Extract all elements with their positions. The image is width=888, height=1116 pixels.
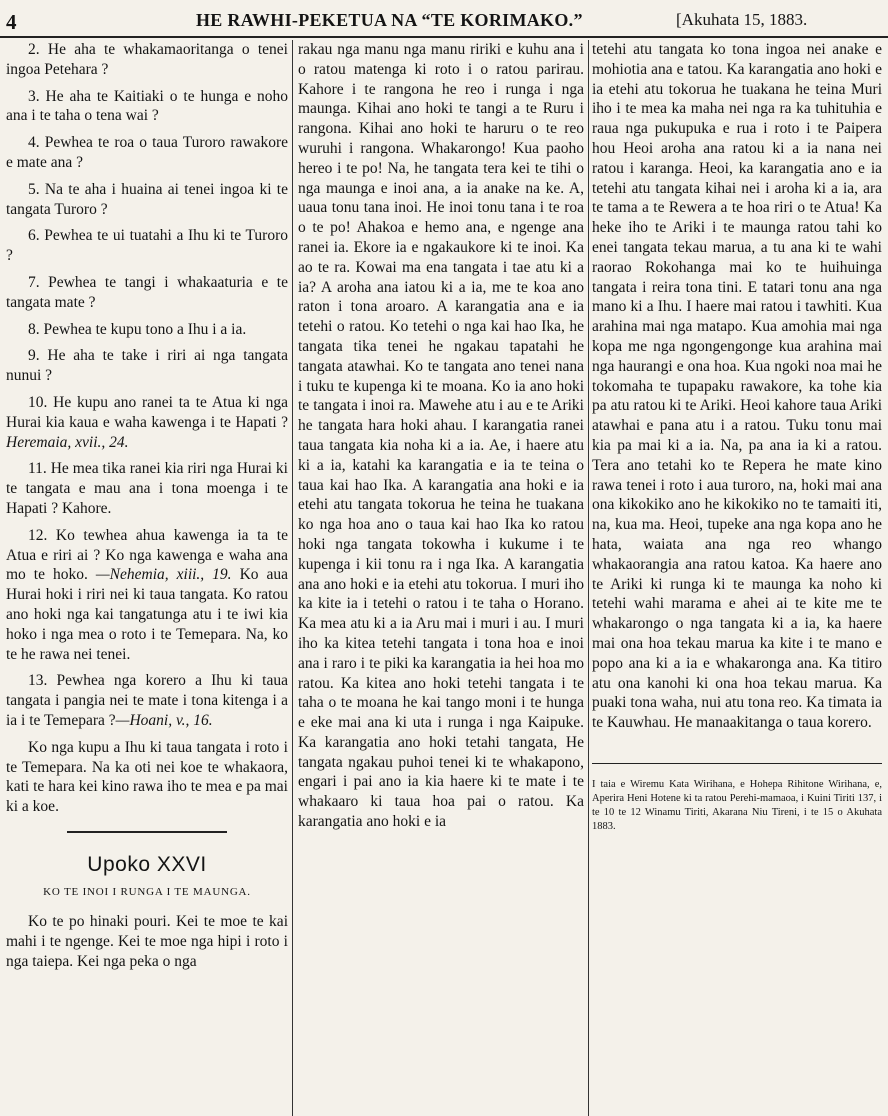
column-3-text: tetehi atu tangata ko tona ingoa nei anake e mohiotia ana e tatou. Ka karangatia ano hoki e ia etehi atu tokorua he tuakana he teina Muri iho i te mea ka maha nei nga ra ka tuhituhia e raua nga pukupuka e rua i roto i te Paipera hou Heoi aroha ana ratou ki a ia nana nei ratou i karanga. Heoi, ka karangatia ano e ia tetehi atu tangata kihai nei i aroha ki a ia, ara te tama a te Rewera a te hoa riri o te Atua! Ka heke iho te Ariki i te maunga ratou tahi ko enei tangata tekau marua, a tu ana ki te wahi raorao Rokohanga mai ko te huihuinga tangata i reira tona tini. E tatari tonu ana nga mano ki a Ihu. I haere mai ratou i tawhiti. Kua arahina mai nga matapo. Kua amohia mai nga kopa me nga ngongengonge kua arahina mai nga haurangi e ona hoa. Kua ngoki noa mai he tokomaha te tupapaku rawakore, ka tohe kia pa atu ratou ki te Ariki. Heoi kahore taua Ariki atawhai e pana atu i a ratou. Tuku tonu mai kia pa mai ki a ia. Na, pa ana ia ki a ratou. Tera ano tetahi ko te Repera he mate kino rawa tenei i roto i aua turoro, na, hoki mai ana ona kikokiko ano he kikokiko no te tamaiti iti, na, kua ma. Heoi, tupeke ana nga kopa ano he hata, waiata ana nga reo whango whakaorangia ana ratou katoa. Ka haere ano te Ariki ki runga ki te maunga ka noho ki tetehi wahi marama e ahei ai te kite me te whakarongo o nga tangata ki a ia, ka haere mai ona hoa tekau marua ka kite i te mano e popo ana ki a ia e whakaronga ana. Ka titiro atu ona kanohi ki ona hoa tekau marua. Ka puaki tona waha, nui atu tona reo. Ka timata ia te Kauwhau. He manaakitanga o taua korero. xyxy=(592,41,882,732)
column-1 xyxy=(6,40,288,1116)
column-rule-right xyxy=(588,40,589,1116)
chapter-subtitle: KO TE INOI I RUNGA I TE MAUNGA. xyxy=(43,885,251,898)
chapter-title: Upoko XXVI xyxy=(87,852,207,876)
question-4: 4. Pewhea te roa o taua Turoro rawakore e mate ana ? xyxy=(6,134,288,171)
column-2-text: rakau nga manu nga manu ririki e kuhu ana i o ratou matenga ki roto i o ratou parirau. Kahore i te rangona he reo i runga i nga maunga. Kihai ano hoki te tangi a te Ruru i rangona. Kihai ano hoki te haruru o te reo wuruhi i rangona. Whakarongo! Kua paoho hereo i te po! Na, he tangata tera kei te tihi o nga maunga e inoi ana, a ia anake na ke. A, uaua tonu tana inoi. He inoi tonu tana i te roa o te po! Ahakoa e hemo ana, e ngenge ana ranei ia. Ekore ia e ngakaukore ki te inoi. Ka ao te ra. Kowai ma ena tangata i tae atu ki a ia? A aroha ana iatou ki a ia, me te koa ano raton i tona aroaro. A karangatia ana e ia tetehi o ratou. Ko tetehi o nga kai hao Ika, he tangata tika tenei he ngakau tapatahi he tangata atawhai. Ko te tangata ano tenei nana i tuku te kupenga ki te moana. Ko ia ano hoki te tangata i inoi ra. Mawehe atu i au e te Ariki he tangata hara hoki ahau. I karangatia ranei taua tangata kia noha ki a ia. Ae, i haere atu ki a ia, katahi ka karangatia e ia te teina o taua kai hao Ika. A karangatia ana hoki e ia etehi atu tangata tokorua he teina he tuakana ko nga hoa ano o taua kai hao Ika ko ratou hoki nga tangata tokowha i kukume i te kupenga i kii tonu ra i nga Ika. A karangatia ana ano hoki e ia etehi atu tokorua. I muri iho ka kite ia i tetehi o ratou i te taha o Horano. Ka mea atu ki a ia Aru mai i muri i au. I muri iho ka kitea tetehi tangata i tona hoa e inoi ana i raro i te piki ka karangatia ia hei hoa mo ratou. Ka kitea ano hoki tetehi tangata i te taha o te moana he kai tango moni i te hunga e eke mai ana ki uta i runga i nga Kaipuke. Ka karangatia ano hoki tetahi tangata, He tangata ngakau puhoi tenei ki te whakapono, engari i pai ano ia kia haere ki te mate i te whakaaro ki taua hoa pai o ratou. Ka karangatia ano hoki e ia xyxy=(298,41,584,831)
page-header xyxy=(0,6,888,38)
question-6: 6. Pewhea te ui tuatahi a Ihu ki te Turoro ? xyxy=(6,227,288,265)
question-7: 7. Pewhea te tangi i whakaaturia e te tangata mate ? xyxy=(6,273,288,311)
question-2: 2. He aha te whakamaoritanga o tenei ingoa Petehara ? xyxy=(6,41,288,78)
scripture-ref: Heremaia, xvii., 24. xyxy=(6,433,129,451)
scripture-ref: —Hoani, v., 16. xyxy=(115,711,213,729)
question-13-answer: Ko nga kupu a Ihu ki taua tangata i roto i te Temepara. Na ka oti nei koe te whakaora, kati te hara kei kino rawa iho te mea e pa mai ki a koe. xyxy=(6,738,288,816)
printer-imprint: I taia e Wiremu Kata Wirihana, e Hohepa Rihitone Wirihana, e, Aperira Heni Hotene ki ta ratou Perehi-mamaoa, i Kuini Tiriti 137, i te 10 te 12 Winamu Tiriti, Akarana Niu Tireni, i te 15 o Akuhata 1883. xyxy=(592,763,882,834)
question-13-text: 13. Pewhea nga korero a Ihu ki taua tangata i pangia nei te mate i tona kitenga i a ia i te Temepara ? xyxy=(6,672,288,729)
issue-date: [Akuhata 15, 1883. xyxy=(676,10,808,29)
question-11: 11. He mea tika ranei kia riri nga Hurai ki te tangata e mau ana i tona moenga i te Hapati ? Kahore. xyxy=(6,460,288,517)
question-8: 8. Pewhea te kupu tono a Ihu i a ia. xyxy=(28,320,247,338)
question-12-text: 12. Ko tewhea ahua kawenga ia ta te Atua e riri ai ? Ko nga kawenga e waha ana mo te hoko. xyxy=(6,526,288,584)
question-3: 3. He aha te Kaitiaki o te hunga e noho ana i te taha o tena wai ? xyxy=(6,87,288,125)
question-9: 9. He aha te take i riri ai nga tangata nunui ? xyxy=(6,347,288,385)
question-13 xyxy=(6,671,288,730)
page-number: 4 xyxy=(6,10,17,34)
column-rule-left xyxy=(292,40,293,1116)
question-5: 5. Na te aha i huaina ai tenei ingoa ki te tangata Turoro ? xyxy=(6,180,288,218)
question-12-answer: Ko aua Hurai hoki i riri nei ki taua tangata. Ko ratou ano hoki nga kai tangatunga atu i te iwi kia hoko i nga mea o roto i te Temepara. Na, ko te he rawa nei tenei. xyxy=(6,566,288,663)
newspaper-title: HE RAWHI-PEKETUA NA “TE KORIMAKO.” xyxy=(196,10,583,30)
section-divider xyxy=(67,831,227,833)
scripture-ref: —Nehemia, xiii., 19. xyxy=(95,566,232,584)
chapter-body xyxy=(6,912,288,971)
question-10 xyxy=(6,393,288,452)
question-12 xyxy=(6,526,288,665)
column-2 xyxy=(298,40,584,1116)
chapter-text: Ko te po hinaki pouri. Kei te moe te kai mahi i te ngenge. Kei te moe nga hipi i roto i nga taiepa. Kei nga peka o nga xyxy=(6,913,288,971)
column-3 xyxy=(592,40,882,1116)
question-10-text: 10. He kupu ano ranei ta te Atua ki nga Hurai kia kaua e waha kawenga i te Hapati ? xyxy=(6,393,288,431)
